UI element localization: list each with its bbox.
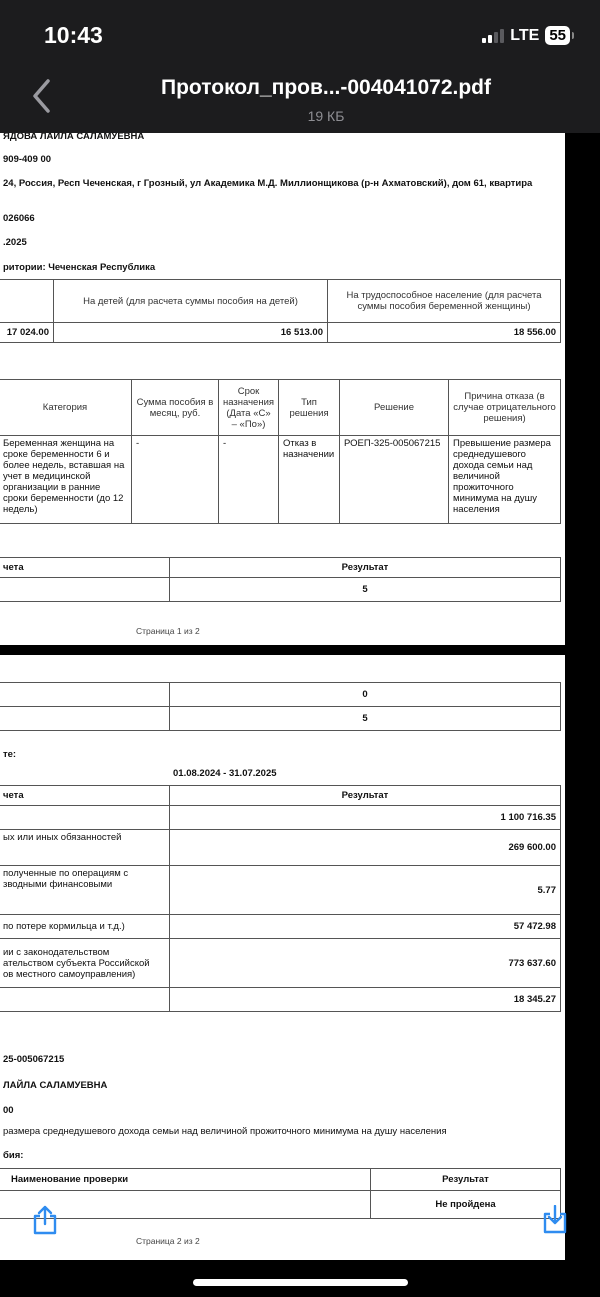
table-cell: по потере кормильца и т.д.) — [0, 915, 170, 939]
table-header: чета — [0, 558, 170, 578]
table-cell: 18 556.00 — [328, 323, 561, 343]
table-header: Результат — [170, 786, 561, 806]
table-cell: 773 637.60 — [170, 939, 561, 988]
checks-table — [0, 1168, 561, 1219]
table-header: Наименование проверки — [0, 1169, 371, 1191]
table-cell: 1 100 716.35 — [170, 806, 561, 830]
family-count-table — [0, 682, 561, 731]
page-footer: Страница 2 из 2 — [136, 1236, 200, 1246]
table-header: На трудоспособное население (для расчета суммы пособия беременной женщины) — [328, 280, 561, 323]
table-cell — [0, 806, 170, 830]
table-cell — [0, 578, 170, 602]
table-header: Результат — [371, 1169, 561, 1191]
table-cell: ии с законодательством ательством субъекта Российской ов местного самоуправления) — [0, 939, 170, 988]
income-table — [0, 785, 561, 1012]
download-button[interactable] — [541, 1205, 569, 1235]
table-cell: ых или иных обязанностей — [0, 830, 170, 866]
download-icon — [541, 1205, 569, 1235]
file-size: 19 КБ — [307, 108, 345, 124]
table-header: Тип решения — [279, 380, 340, 436]
pdf-page-2 — [0, 655, 565, 1260]
table-cell: 57 472.98 — [170, 915, 561, 939]
table-cell: Превышение размера среднедушевого дохода семьи над величиной прожиточного минимума на душу населения — [449, 436, 561, 524]
table-header: Срок назначения (Дата «С» – «По») — [219, 380, 279, 436]
table-header: На детей (для расчета суммы пособия на детей) — [54, 280, 328, 323]
status-time: 10:43 — [44, 22, 103, 48]
table-cell: 5 — [170, 578, 561, 602]
table-cell: 0 — [170, 683, 561, 707]
table-header: Решение — [340, 380, 449, 436]
table-cell — [0, 988, 170, 1012]
share-icon — [31, 1205, 59, 1235]
territory: ритории: Чеченская Республика — [3, 262, 156, 273]
table-header: Причина отказа (в случае отрицательного решения) — [449, 380, 561, 436]
network-type: LTE — [510, 26, 540, 44]
table-cell — [0, 683, 170, 707]
signal-icon — [482, 29, 504, 43]
pdf-page-1 — [0, 133, 565, 645]
section-label: те: — [3, 749, 17, 760]
table-header: Результат — [170, 558, 561, 578]
table-header: чета — [0, 786, 170, 806]
nav-bar — [0, 70, 600, 133]
snils: 909-409 00 — [3, 154, 52, 165]
applicant-name: ЯДОВА ЛАИЛА САЛАМУЕВНА — [3, 133, 145, 142]
table-cell: - — [132, 436, 219, 524]
page-footer: Страница 1 из 2 — [136, 626, 200, 636]
share-button[interactable] — [31, 1205, 59, 1235]
applicant-name: ЛАЙЛА САЛАМУЕВНА — [3, 1080, 108, 1091]
subsistence-minimum-table — [0, 279, 561, 343]
table-cell — [0, 707, 170, 731]
refusal-reason: размера среднедушевого дохода семьи над величиной прожиточного минимума на душу населения — [3, 1126, 447, 1137]
table-header: Категория — [0, 380, 132, 436]
document-title: Протокол_пров...-004041072.pdf — [161, 76, 491, 99]
home-indicator[interactable] — [193, 1279, 408, 1286]
table-cell: полученные по операциям с зводными финансовыми — [0, 866, 170, 915]
table-cell: 16 513.00 — [54, 323, 328, 343]
status-bar — [0, 0, 600, 70]
address: 24, Россия, Респ Чеченская, г Грозный, ул Академика М.Д. Миллионщикова (р-н Ахматовский), дом 61, квартира — [3, 178, 533, 189]
status-indicators — [482, 26, 570, 45]
family-members-table — [0, 557, 561, 602]
application-number: 026066 — [3, 213, 35, 224]
table-cell: Отказ в назначении — [279, 436, 340, 524]
table-cell: 17 024.00 — [0, 323, 54, 343]
table-header: Сумма пособия в месяц, руб. — [132, 380, 219, 436]
battery-icon: 55 — [545, 26, 570, 45]
table-cell: РОЕП-325-005067215 — [340, 436, 449, 524]
table-cell: 5.77 — [170, 866, 561, 915]
decision-table — [0, 379, 561, 524]
snils-tail: 00 — [3, 1105, 14, 1116]
table-cell: 5 — [170, 707, 561, 731]
table-cell: 18 345.27 — [170, 988, 561, 1012]
application-date: .2025 — [3, 237, 27, 248]
section-label: бия: — [3, 1150, 24, 1161]
table-cell: - — [219, 436, 279, 524]
table-header — [0, 280, 54, 323]
table-cell: 269 600.00 — [170, 830, 561, 866]
table-cell: Беременная женщина на сроке беременности 6 и более недель, вставшая на учет в медицинской организации в ранние сроки беременности (до 12 недель) — [0, 436, 132, 524]
decision-number: 25-005067215 — [3, 1054, 65, 1065]
calculation-period: 01.08.2024 - 31.07.2025 — [173, 768, 277, 779]
table-cell: Не пройдена — [371, 1191, 561, 1219]
